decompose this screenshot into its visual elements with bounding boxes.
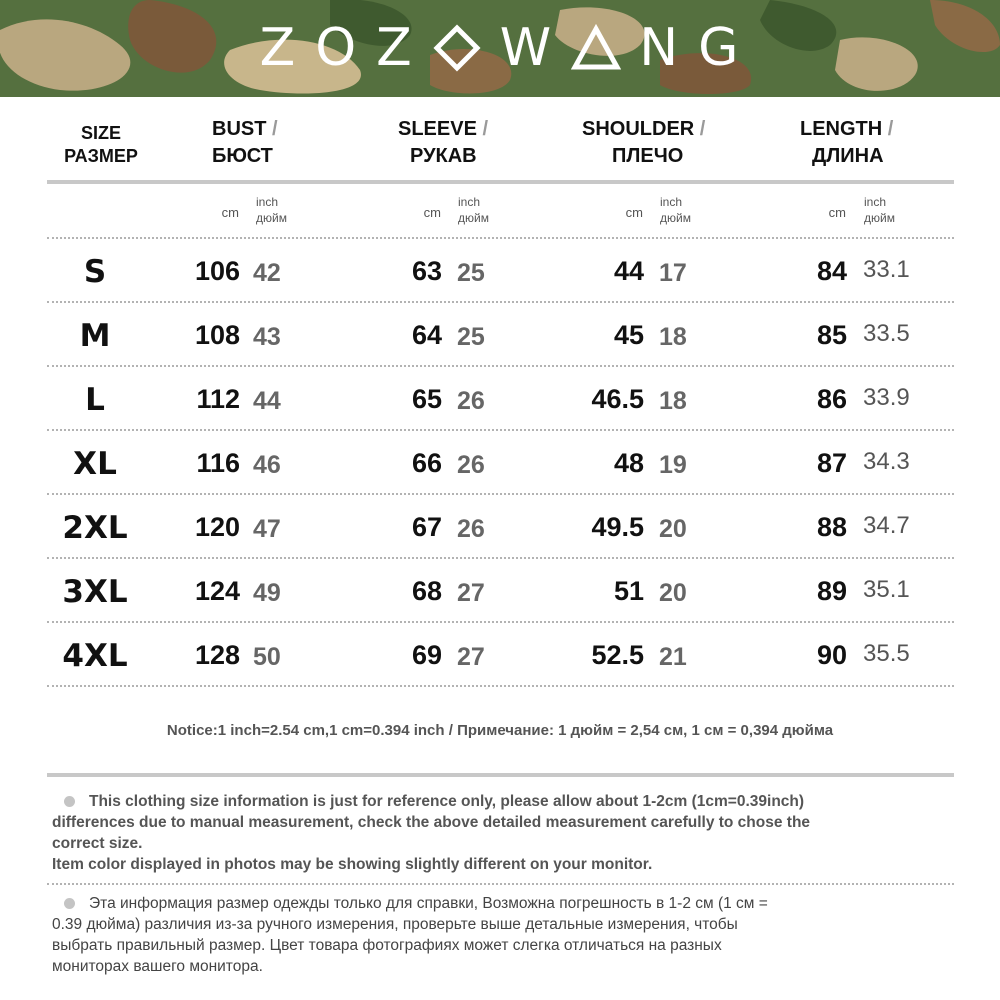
length-inch-value: 33.9 xyxy=(863,384,910,411)
row-divider xyxy=(47,685,954,687)
bust-inch-value: 42 xyxy=(253,259,281,287)
brand-logo xyxy=(0,18,1000,78)
bullet-icon xyxy=(64,898,75,909)
length-inch-value: 34.7 xyxy=(863,512,910,539)
length-inch-value: 35.5 xyxy=(863,640,910,667)
row-divider xyxy=(47,621,954,623)
table-row xyxy=(0,246,1000,296)
shoulder-cm-value: 45 xyxy=(613,320,644,350)
length-inch-value: 33.1 xyxy=(863,256,910,283)
header-length-ru: ДЛИНА xyxy=(812,145,884,167)
length-cm-value: 87 xyxy=(816,448,847,478)
sleeve-cm-value: 65 xyxy=(411,384,442,414)
bust-inch-value: 49 xyxy=(253,579,281,607)
header-sleeve-en: SLEEVE xyxy=(398,118,477,140)
camo-banner xyxy=(0,0,1000,97)
table-row xyxy=(0,502,1000,552)
brand-letter: G xyxy=(698,18,741,78)
bust-cm-value: 124 xyxy=(194,576,240,606)
bust-cm-value: 106 xyxy=(194,256,240,286)
unit-cm: cm xyxy=(828,205,846,220)
bust-inch-value: 44 xyxy=(253,387,281,415)
disclaimer-en-line: Item color displayed in photos may be showing slightly different on your monitor. xyxy=(52,856,653,873)
header-length-en: LENGTH xyxy=(800,118,883,140)
table-row xyxy=(0,630,1000,680)
header-slash: / xyxy=(482,118,489,140)
header-shoulder xyxy=(582,116,705,170)
shoulder-inch-value: 17 xyxy=(659,259,687,287)
shoulder-cm-value: 46.5 xyxy=(591,384,644,414)
length-inch-value: 33.5 xyxy=(863,320,910,347)
sleeve-inch-value: 27 xyxy=(457,579,485,607)
length-cm-value: 86 xyxy=(816,384,847,414)
bust-cm-value: 128 xyxy=(194,640,240,670)
shoulder-inch-value: 20 xyxy=(659,515,687,543)
header-length xyxy=(800,116,893,170)
disclaimer-ru-line: Эта информация размер одежды только для справки, Возможна погрешность в 1-2 см (1 см = xyxy=(89,895,768,912)
size-label: S xyxy=(83,254,107,290)
shoulder-cm-value: 44 xyxy=(613,256,644,286)
size-label: M xyxy=(79,318,111,354)
disclaimer-en-line: differences due to manual measurement, check the above detailed measurement carefully to chose the xyxy=(52,814,811,831)
bust-cm-value: 108 xyxy=(194,320,240,350)
length-cm-value: 85 xyxy=(816,320,847,350)
sleeve-cm-value: 64 xyxy=(411,320,442,350)
shoulder-inch-value: 18 xyxy=(659,323,687,351)
sleeve-inch-value: 26 xyxy=(457,387,485,415)
size-label: 3XL xyxy=(62,574,128,610)
row-divider xyxy=(47,237,954,239)
brand-letter: Z xyxy=(259,18,298,78)
unit-inch: inch дюйм xyxy=(864,195,895,225)
shoulder-cm-value: 51 xyxy=(613,576,644,606)
table-row xyxy=(0,438,1000,488)
shoulder-cm-value: 52.5 xyxy=(591,640,644,670)
bust-inch-value: 47 xyxy=(253,515,281,543)
header-size-en: SIZE xyxy=(80,123,121,143)
sleeve-cm-value: 68 xyxy=(411,576,442,606)
brand-letter: Z xyxy=(376,18,414,78)
disclaimer-ru-line: 0.39 дюйма) различия из-за ручного измерения, проверьте выше детальные измерения, чтобы xyxy=(52,916,738,933)
row-divider xyxy=(47,301,954,303)
section-divider-dotted xyxy=(47,883,954,885)
diamond-icon xyxy=(432,23,482,73)
unit-inch: inch дюйм xyxy=(458,195,489,225)
bust-cm-value: 116 xyxy=(196,448,240,478)
bust-cm-value: 112 xyxy=(196,384,240,414)
header-slash: / xyxy=(887,118,894,140)
table-row xyxy=(0,310,1000,360)
sleeve-cm-value: 66 xyxy=(411,448,442,478)
size-label: 4XL xyxy=(62,638,128,674)
brand-letter: O xyxy=(315,18,359,78)
unit-inch: inch дюйм xyxy=(660,195,691,225)
row-divider xyxy=(47,493,954,495)
disclaimer-en-line: This clothing size information is just for reference only, please allow about 1-2cm (1cm=0.39inch) xyxy=(89,793,805,810)
header-divider xyxy=(47,180,954,184)
length-inch-value: 34.3 xyxy=(863,448,910,475)
disclaimer-en-line: correct size. xyxy=(52,835,143,852)
header-bust-ru: БЮСТ xyxy=(212,145,273,167)
bust-cm-value: 120 xyxy=(194,512,240,542)
size-label: XL xyxy=(73,446,117,482)
length-cm-value: 88 xyxy=(816,512,847,542)
disclaimer-ru-line: выбрать правильный размер. Цвет товара фотографиях может слегка отличаться на разных xyxy=(52,937,722,954)
unit-inch: inch дюйм xyxy=(256,195,287,225)
header-bust xyxy=(212,116,278,170)
bust-inch-value: 46 xyxy=(253,451,281,479)
sleeve-inch-value: 25 xyxy=(457,323,485,351)
shoulder-inch-value: 18 xyxy=(659,387,687,415)
triangle-icon xyxy=(571,23,621,73)
disclaimer-ru-line: мониторах вашего монитора. xyxy=(52,958,263,975)
sleeve-cm-value: 69 xyxy=(411,640,442,670)
size-label: L xyxy=(85,382,105,418)
header-sleeve-ru: РУКАВ xyxy=(410,145,477,167)
brand-letter: N xyxy=(639,18,681,78)
notice-text: Notice:1 inch=2.54 cm,1 cm=0.394 inch / Примечание: 1 дюйм = 2,54 см, 1 см = 0,394 дюйма xyxy=(166,722,834,739)
header-bust-en: BUST xyxy=(212,118,267,140)
size-label: 2XL xyxy=(62,510,128,546)
table-row xyxy=(0,566,1000,616)
shoulder-inch-value: 20 xyxy=(659,579,687,607)
disclaimer-ru xyxy=(52,893,950,977)
bust-inch-value: 43 xyxy=(253,323,281,351)
sleeve-inch-value: 27 xyxy=(457,643,485,671)
header-shoulder-en: SHOULDER xyxy=(582,118,695,140)
shoulder-cm-value: 49.5 xyxy=(591,512,644,542)
table-row xyxy=(0,374,1000,424)
disclaimer-en xyxy=(52,791,950,875)
length-cm-value: 89 xyxy=(816,576,847,606)
header-size xyxy=(55,122,147,168)
sleeve-inch-value: 26 xyxy=(457,515,485,543)
header-shoulder-ru: ПЛЕЧО xyxy=(612,145,684,167)
brand-letter: W xyxy=(499,18,554,78)
length-cm-value: 90 xyxy=(816,640,847,670)
sleeve-inch-value: 26 xyxy=(457,451,485,479)
shoulder-cm-value: 48 xyxy=(613,448,644,478)
header-slash: / xyxy=(272,118,278,140)
length-inch-value: 35.1 xyxy=(863,576,910,603)
section-divider xyxy=(47,773,954,777)
sleeve-cm-value: 63 xyxy=(411,256,442,286)
bust-inch-value: 50 xyxy=(253,643,281,671)
header-sleeve xyxy=(398,116,488,170)
header-size-ru: РАЗМЕР xyxy=(64,146,138,166)
unit-cm: cm xyxy=(221,205,239,220)
shoulder-inch-value: 19 xyxy=(659,451,687,479)
shoulder-inch-value: 21 xyxy=(659,643,687,671)
unit-cm: cm xyxy=(625,205,643,220)
sleeve-cm-value: 67 xyxy=(411,512,442,542)
row-divider xyxy=(47,557,954,559)
header-slash: / xyxy=(699,118,706,140)
row-divider xyxy=(47,429,954,431)
bullet-icon xyxy=(64,796,75,807)
unit-cm: cm xyxy=(423,205,441,220)
sleeve-inch-value: 25 xyxy=(457,259,485,287)
length-cm-value: 84 xyxy=(816,256,847,286)
row-divider xyxy=(47,365,954,367)
